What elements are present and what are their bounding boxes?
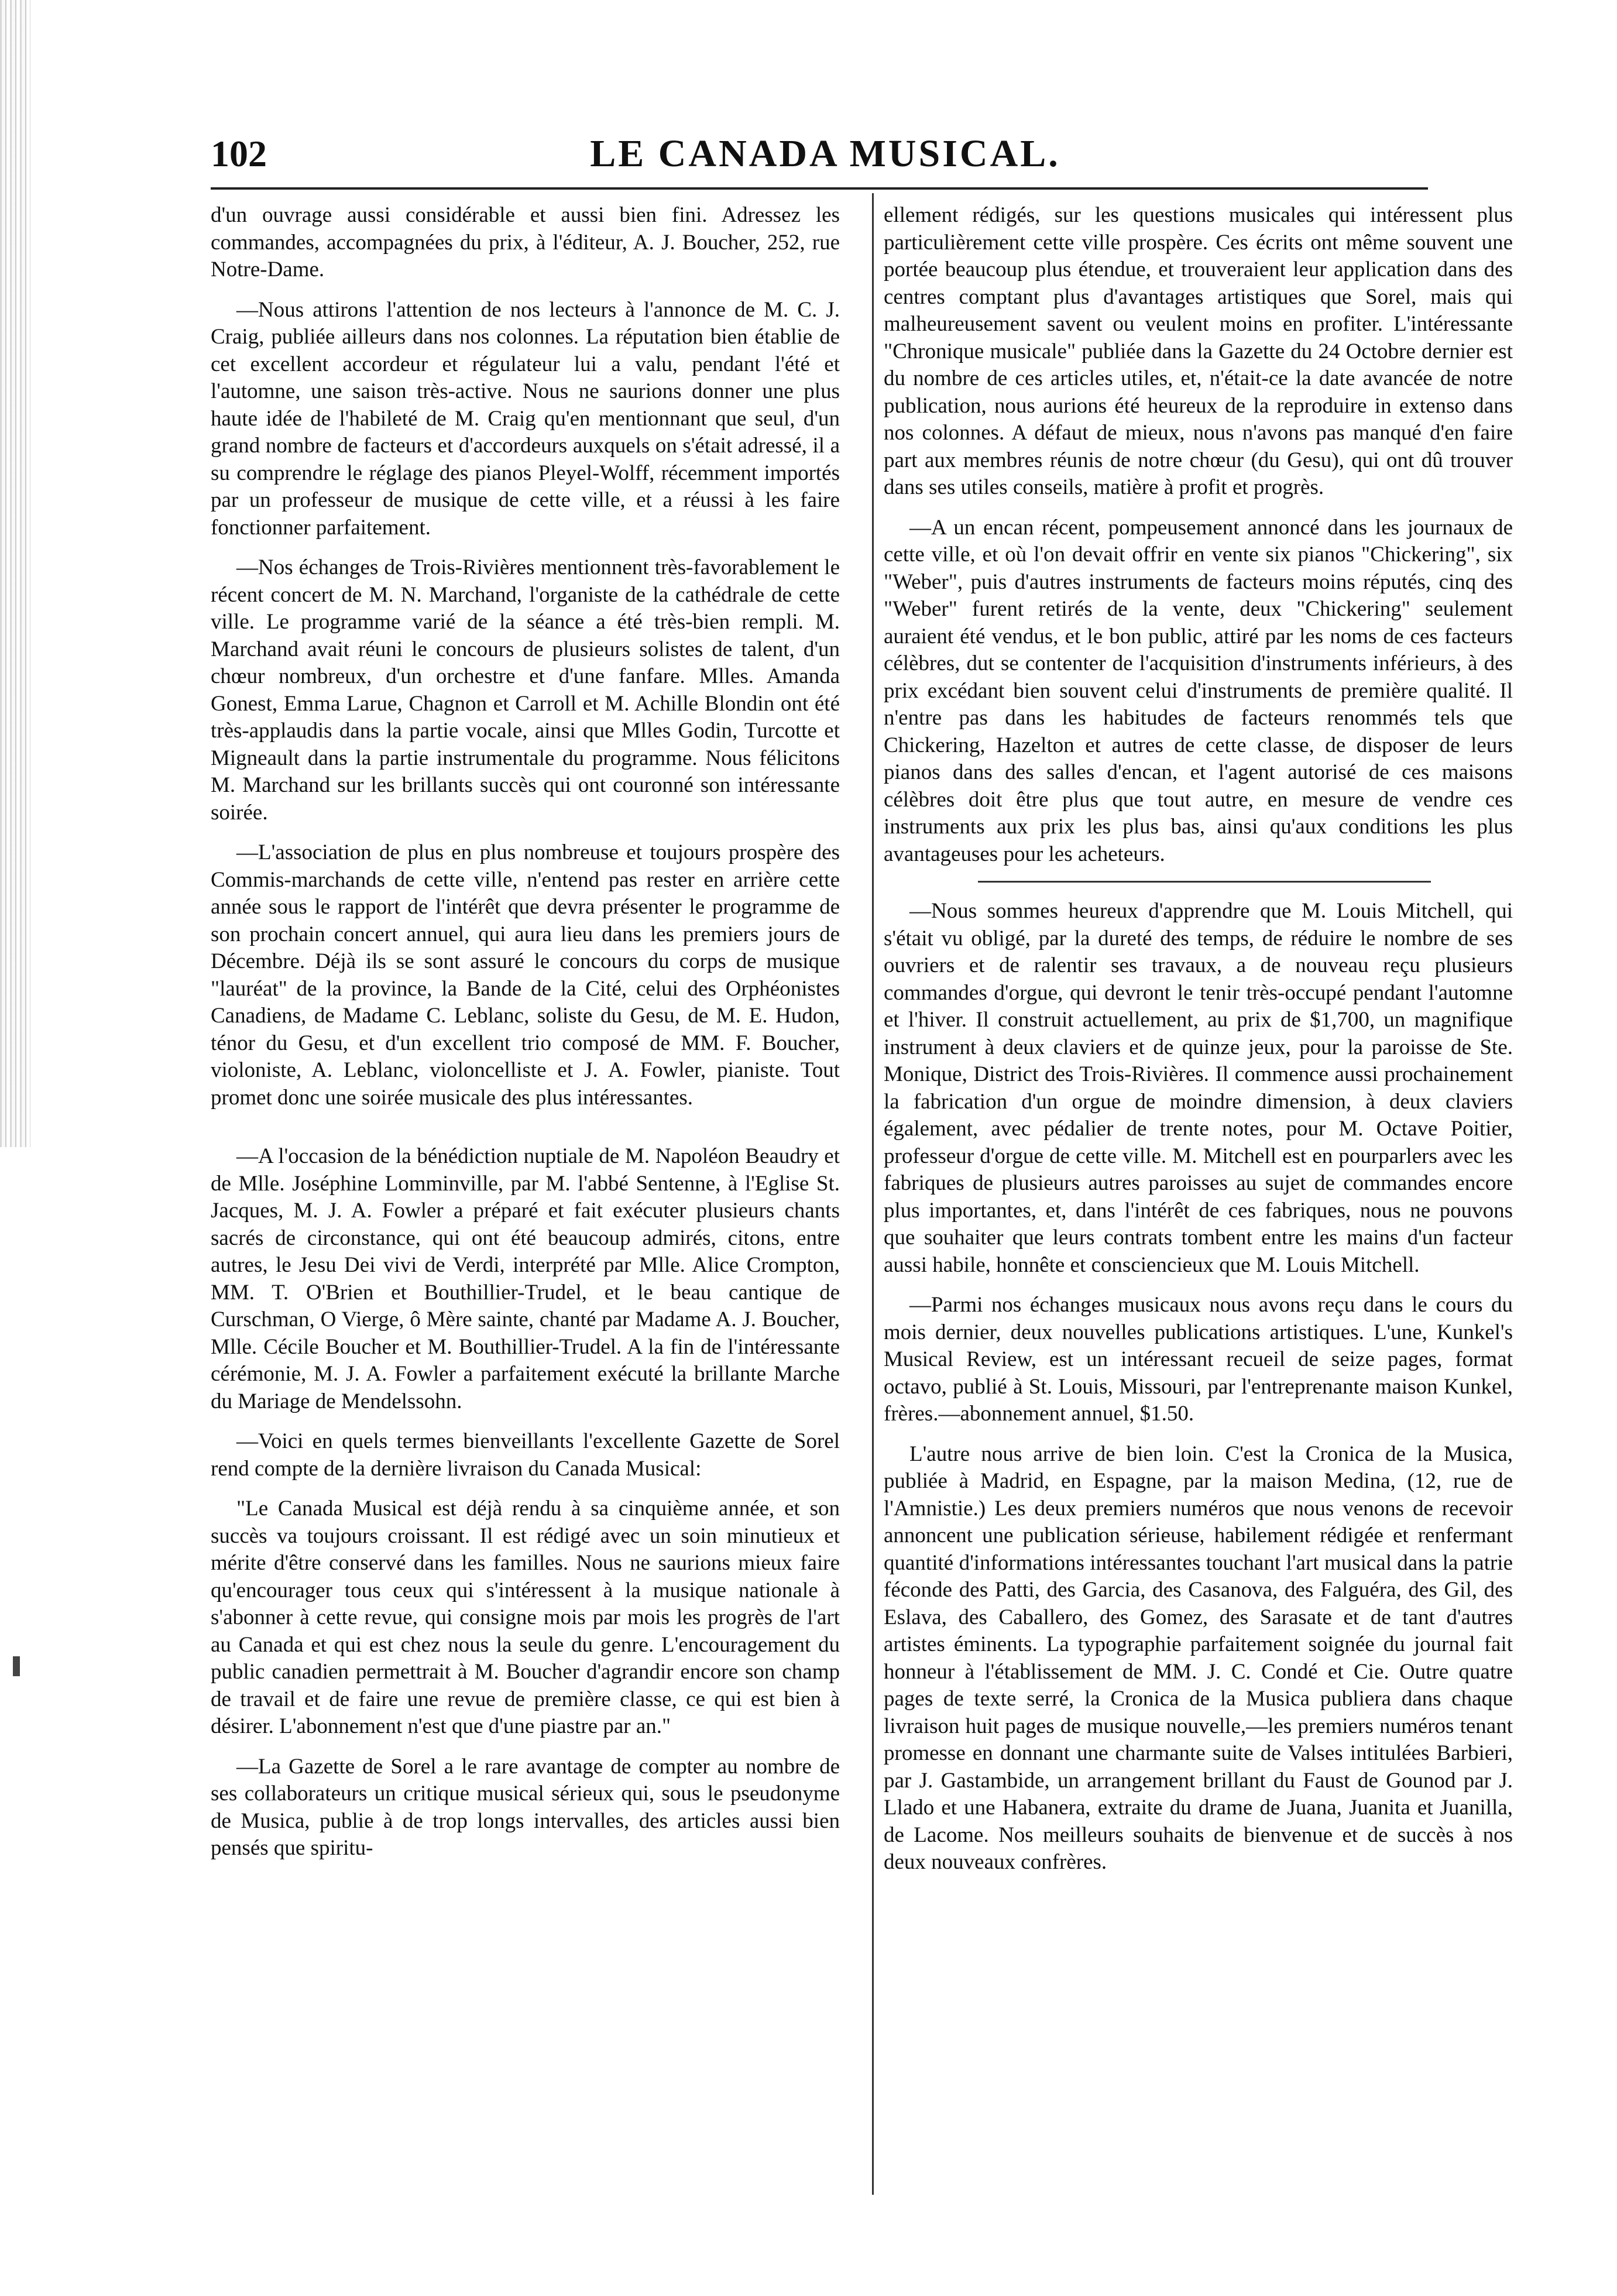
section-separator [978,881,1431,883]
article-paragraph: —Voici en quels termes bienveillants l'excellente Gazette de Sorel rend compte de la dernière livraison du Canada Musical: [211,1429,840,1481]
scan-edge-mark [13,1656,20,1676]
article-paragraph: L'autre nous arrive de bien loin. C'est la Cronica de la Musica, publiée à Madrid, en Espagne, par la maison Medina, (12, rue de l'Amnistie.) Les deux premiers numéros que nous venons de recevoir annoncent une publication sérieuse, habilement rédigée et renfermant quantité d'informations intéressantes touchant l'art musical dans la patrie féconde des Patti, des Garcia, des Casanova, des Falguéra, des Gil, des Eslava, des Caballero, des Gomez, des Sarasate et de tant d'autres artistes éminents. La typographie parfaitement soignée du journal fait honneur à l'établissement de MM. J. C. Condé et Cie. Outre quatre pages de texte serré, la Cronica de la Musica publiera dans chaque livraison huit pages de musique nouvelle,—les premiers numéros tenant promesse en donnant une charmante suite de Valses intitulées Barbieri, par J. Gastambide, un arrangement brillant du Faust de Gounod par J. Llado et une Habanera, extraite du drame de Juana, Juanita et Juanilla, de Lacome. Nos meilleurs souhaits de bienvenue et de succès à nos deux nouveaux confrères. [884,1442,1513,1874]
article-paragraph: —Nos échanges de Trois-Rivières mentionnent très-favorablement le récent concert de M. N. Marchand, l'organiste de la cathédrale de cette ville. Le programme varié de la séance a été très-bien rempli. M. Marchand avait réuni le concours de plusieurs solistes de talent, d'un chœur nombreux, d'un orchestre et d'une fanfare. Mlles. Amanda Gonest, Emma Larue, Chagnon et Carroll et M. Achille Blondin ont été très-applaudis dans la partie vocale, ainsi que Mlles Godin, Turcotte et Migneault dans la partie instrumentale du programme. Nous félicitons M. Marchand sur les brillants succès qui ont couronné son intéressante soirée. [211,555,840,825]
article-paragraph: —Nous sommes heureux d'apprendre que M. Louis Mitchell, qui s'était vu obligé, par la dureté des temps, de réduire le nombre de ses ouvriers et de ralentir ses travaux, a de nouveau reçu plusieurs commandes d'orgue, qui devront le tenir très-occupé pendant l'automne et l'hiver. Il construit actuellement, au prix de $1,700, un magnifique instrument à deux claviers et de quinze jeux, pour la paroisse de Ste. Monique, District des Trois-Rivières. Il commence aussi prochainement la fabrication d'un orgue de moindre dimension, à deux claviers également, avec pédalier de trente notes, pour M. Octave Poitier, professeur d'orgue de cette ville. M. Mitchell est en pourparlers avec les fabriques de plusieurs autres paroisses au sujet de commandes encore plus importantes, et, dans l'intérêt de ces fabriques, nous ne pouvons que souhaiter que leurs contrats tombent entre les mains d'un facteur aussi habile, honnête et consciencieux que M. Louis Mitchell. [884,899,1513,1277]
left-column [211,202,840,2180]
article-paragraph: —Parmi nos échanges musicaux nous avons reçu dans le cours du mois dernier, deux nouvelles publications artistiques. L'une, Kunkel's Musical Review, est un intéressant recueil de seize pages, format octavo, publié à St. Louis, Missouri, par l'entreprenante maison Kunkel, frères.—abonnement annuel, $1.50. [884,1293,1513,1426]
article-paragraph: "Le Canada Musical est déjà rendu à sa cinquième année, et son succès va toujours croissant. Il est rédigé avec un soin minutieux et mérite d'être conservé dans les familles. Nous ne saurions mieux faire qu'encourager tous ceux qui s'intéressent à la musique nationale à s'abonner à cette revue, qui consigne mois par mois les progrès de l'art au Canada et qui est chez nous la seule du genre. L'encouragement du public canadien permettrait à M. Boucher d'agrandir encore son champ de travail et de faire une revue de première classe, ce qui est bien à désirer. L'abonnement n'est que d'une piastre par an." [211,1497,840,1738]
article-paragraph: ellement rédigés, sur les questions musicales qui intéressent plus particulièrement cette ville prospère. Ces écrits ont même souvent une portée beaucoup plus étendue, et trouveraient leur application dans des centres comptant plus d'avantages artistiques que Sorel, mais qui malheureusement savent ou veulent moins en profiter. L'intéressante "Chronique musicale" publiée dans la Gazette du 24 Octobre dernier est du nombre de ces articles utiles, et, n'était-ce la date avancée de notre publication, nous aurions été heureux de la reproduire in extenso dans nos colonnes. A défaut de mieux, nous n'avons pas manqué d'en faire part aux membres réunis de notre chœur (du Gesu), qui ont dû trouver dans ses utiles conseils, matière à profit et progrès. [884,203,1513,499]
running-title: LE CANADA MUSICAL. [590,132,1060,175]
header-rule [211,187,1428,190]
page-header [176,128,1475,180]
right-column [884,202,1513,2180]
article-paragraph: —L'association de plus en plus nombreuse et toujours prospère des Commis-marchands de cette ville, n'entend pas rester en arrière cette année sous le rapport de l'intérêt que devra présenter le programme de son prochain concert annuel, qui aura lieu dans les premiers jours de Décembre. Déjà ils se sont assuré le concours du corps de musique "lauréat" de la province, la Bande de la Cité, celui des Orphéonistes Canadiens, de Madame C. Leblanc, soliste du Gesu, de M. E. Hudon, ténor du Gesu, et d'un excellent trio composé de MM. F. Boucher, violoniste, A. Leblanc, violoncelliste et J. A. Fowler, pianiste. Tout promet donc une soirée musicale des plus intéressantes. [211,840,840,1110]
scan-edge-shadow [0,0,30,1147]
article-paragraph: —Nous attirons l'attention de nos lecteurs à l'annonce de M. C. J. Craig, publiée ailleurs dans nos colonnes. La réputation bien établie de cet excellent accordeur et régulateur lui a valu, pendant l'été et l'automne, une saison très-active. Nous ne saurions donner une plus haute idée de l'habileté de M. Craig qu'en mentionnant que seul, d'un grand nombre de facteurs et d'accordeurs auxquels on s'était adressé, il a su comprendre le réglage des pianos Pleyel-Wolff, récemment importés par un professeur de musique de cette ville, et a réussi à les faire fonctionner parfaitement. [211,297,840,540]
article-paragraph: d'un ouvrage aussi considérable et aussi bien fini. Adressez les commandes, accompagnées du prix, à l'éditeur, A. J. Boucher, 252, rue Notre-Dame. [211,203,840,282]
article-paragraph: —La Gazette de Sorel a le rare avantage de compter au nombre de ses collaborateurs un critique musical sérieux qui, sous le pseudonyme de Musica, publie à de trop longs intervalles, des articles aussi bien pensés que spiritu- [211,1754,840,1860]
column-divider [872,193,874,2195]
page-number: 102 [211,133,267,174]
article-paragraph: —A l'occasion de la bénédiction nuptiale de M. Napoléon Beaudry et de Mlle. Joséphine Lomminville, par M. l'abbé Sentenne, à l'Eglise St. Jacques, M. J. A. Fowler a préparé et fait exécuter plusieurs chants sacrés de circonstance, qui ont été beaucoup admirés, citons, entre autres, le Jesu Dei vivi de Verdi, interprété par Mlle. Alice Crompton, MM. T. O'Brien et Bouthillier-Trudel, et le beau cantique de Curschman, O Vierge, ô Mère sainte, chanté par Madame A. J. Boucher, Mlle. Cécile Boucher et M. Bouthillier-Trudel. A la fin de l'intéressante cérémonie, M. J. A. Fowler a parfaitement exécuté la brillante Marche du Mariage de Mendelssohn. [211,1144,840,1413]
article-paragraph: —A un encan récent, pompeusement annoncé dans les journaux de cette ville, et où l'on devait offrir en vente six pianos "Chickering", six "Weber", puis d'autres instruments de facteurs moins réputés, cinq des "Weber" furent retirés de la vente, deux "Chickering" seulement auraient été vendus, et le bon public, attiré par les noms de ces facteurs célèbres, dut se contenter de l'acquisition d'instruments inférieurs, à des prix excédant bien souvent celui d'instruments de première qualité. Il n'entre pas dans les habitudes de facteurs renommés tels que Chickering, Hazelton et autres de cette classe, de disposer de leurs pianos dans des salles d'encan, et l'agent autorisé de ces maisons célèbres doit être plus que tout autre, en mesure de vendre ces instruments aux prix les plus bas, ainsi qu'aux conditions les plus avantageuses pour les acheteurs. [884,515,1513,866]
